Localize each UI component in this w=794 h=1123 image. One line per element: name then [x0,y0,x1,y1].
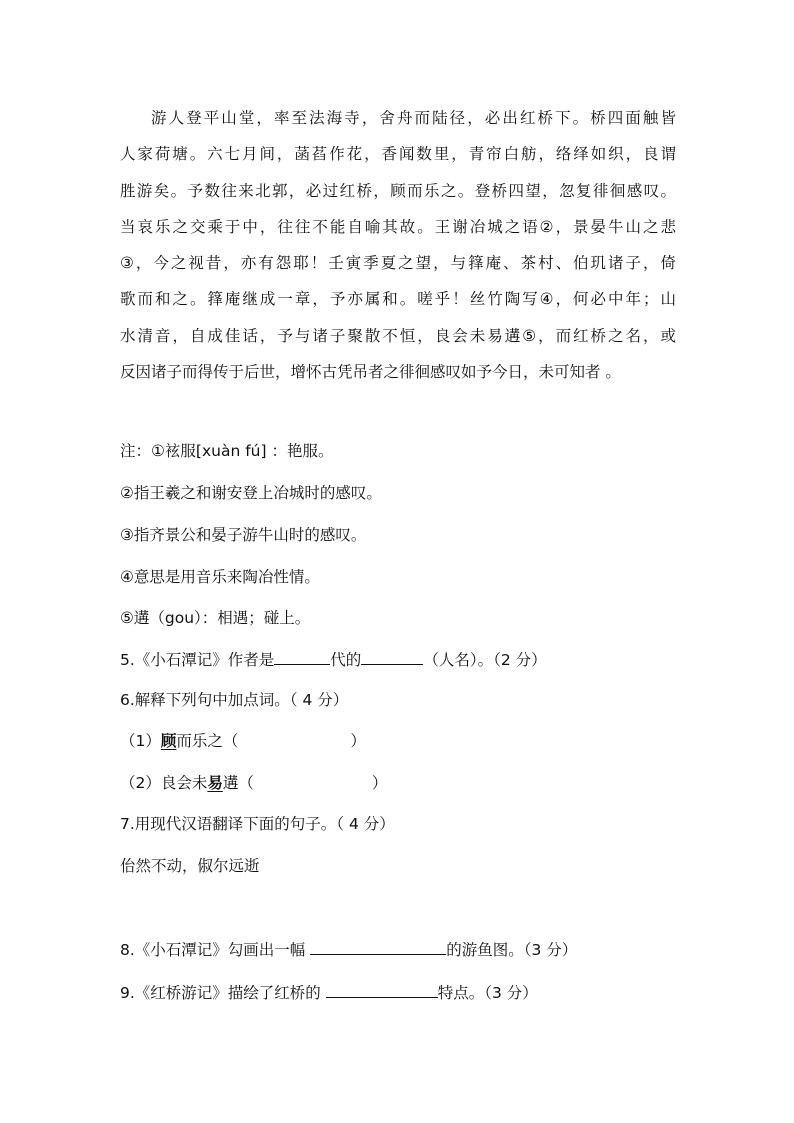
question-9-answer-blank[interactable] [326,982,438,998]
passage-line: 歌而和之。箨庵继成一章，予亦属和。嗟乎！丝竹陶写④，何必中年；山 [120,290,676,309]
item-2-close: ） [371,774,388,792]
question-9-prefix: 9.《红桥游记》描绘了红桥的 [120,984,326,1002]
question-6-item-2 [120,773,387,793]
note-5: ⑤遘（gou）：相遇；碰上。 [120,609,311,627]
question-8 [120,939,577,960]
note-4: ④意思是用音乐来陶冶性情。 [120,568,320,586]
question-8-answer-blank[interactable] [310,939,446,955]
emphasized-word: 易 [207,774,223,792]
question-8-suffix: 的游鱼图。（3 分） [446,941,578,959]
question-5-prefix: 5.《小石潭记》作者是 [120,651,275,669]
item-1-close: ） [350,732,366,750]
passage-line: 当哀乐之交乘于中，往往不能自喻其故。王谢冶城之语②，景晏牛山之悲 [120,217,676,236]
passage-line: ③，今之视昔，亦有怨耶！壬寅季夏之望，与箨庵、茶村、伯玑诸子，倚 [120,254,676,273]
passage-line: 反因诸子而得传于后世，增怀古凭吊者之徘徊感叹如予今日，未可知者 。 [120,363,621,382]
item-2-prefix: （2）良会未 [120,774,208,792]
question-9-suffix: 特点。（3 分） [437,984,538,1002]
question-6-item-1 [120,731,366,751]
note-3: ③指齐景公和晏子游牛山时的感叹。 [120,526,367,544]
translation-sentence: 佁然不动，俶尔远逝 [120,857,260,875]
dynasty-answer-blank[interactable] [274,649,330,665]
question-8-prefix: 8.《小石潭记》勾画出一幅 [120,941,311,959]
passage-line: 胜游矣。予数往来北郭，必过红桥，顾而乐之。登桥四望，忽复徘徊感叹。 [120,181,676,200]
item-1-prefix: （1） [120,732,161,750]
question-5 [120,649,547,670]
question-6: 6.解释下列句中加点词。（ 4 分） [120,691,349,709]
note-2: ②指王羲之和谢安登上冶城时的感叹。 [120,484,382,502]
passage-line: 游人登平山堂，率至法海寺，舍舟而陆径，必出红桥下。桥四面触皆 [151,109,676,127]
note-1: 注：①袨服[xuàn fú] ：艳服。 [120,442,334,460]
question-9 [120,982,538,1003]
question-7: 7.用现代汉语翻译下面的句子。（ 4 分） [120,815,395,833]
item-1-text: 而乐之（ [176,732,239,750]
emphasized-word: 顾 [160,732,177,750]
passage-line: 人家荷塘。六七月间，菡萏作花，香闻数里，青帘白舫，络绎如织，良谓 [120,145,676,164]
author-answer-blank[interactable] [361,649,423,665]
question-5-suffix: （人名）。（2 分） [423,651,547,669]
passage-line: 水清音，自成佳话，予与诸子聚散不恒，良会未易遘⑤，而红桥之名，或 [120,326,676,345]
item-2-text: 遘（ [222,774,254,792]
classical-passage [120,100,676,390]
question-5-middle: 代的 [330,651,362,669]
